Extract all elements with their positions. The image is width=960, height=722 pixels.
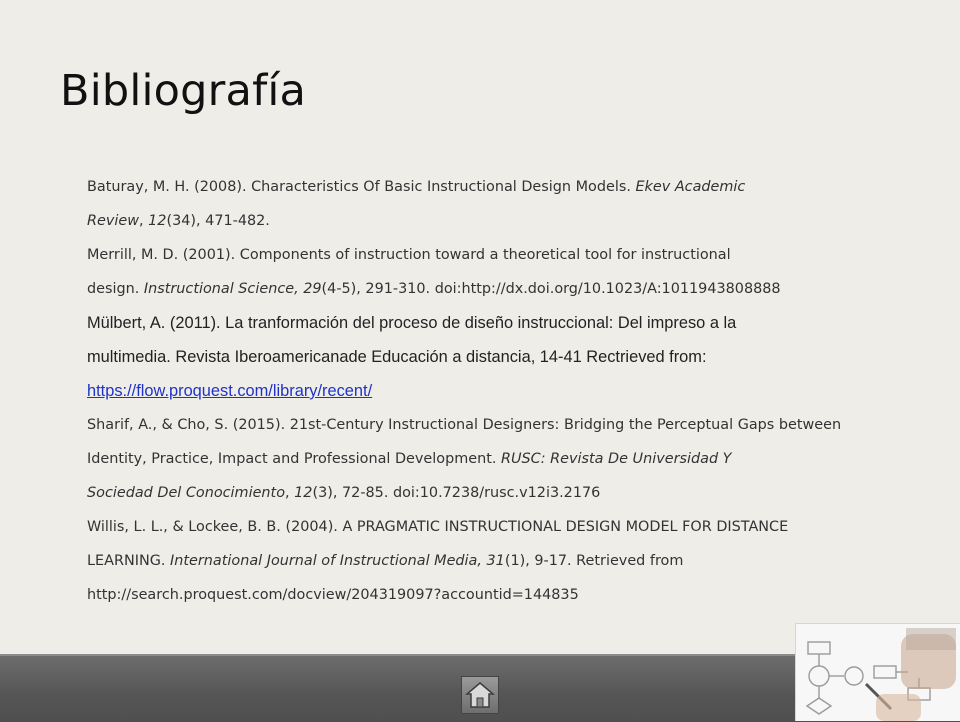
reference-line — [87, 238, 907, 272]
home-icon — [465, 680, 495, 710]
reference-text: design. — [87, 281, 144, 297]
reference-line — [87, 340, 907, 374]
proquest-link[interactable]: https://flow.proquest.com/library/recent/ — [87, 382, 373, 400]
flowchart-sketch-image — [796, 624, 960, 721]
reference-willis — [87, 510, 907, 612]
reference-text: Mülbert, A. (2011). La tranformación del proceso de diseño instruccional: Del impreso a la — [87, 314, 737, 332]
reference-baturay — [87, 170, 907, 238]
reference-line — [87, 272, 907, 306]
reference-text: , — [139, 213, 149, 229]
reference-list — [87, 170, 907, 612]
reference-line — [87, 578, 907, 612]
reference-text: Sharif, A., & Cho, S. (2015). 21st-Century Instructional Designers: Bridging the Perceptual Gaps between — [87, 417, 842, 433]
reference-line — [87, 510, 907, 544]
journal-title: Ekev Academic — [635, 179, 746, 195]
reference-text: (1), 9-17. Retrieved from — [504, 553, 684, 569]
journal-title: Sociedad Del Conocimiento — [87, 485, 285, 501]
reference-sharif — [87, 408, 907, 510]
journal-title: Instructional Science, 29 — [143, 281, 322, 297]
volume: 12 — [294, 485, 313, 501]
reference-text: (3), 72-85. doi:10.7238/rusc.v12i3.2176 — [312, 485, 601, 501]
reference-text: (4-5), 291-310. doi:http://dx.doi.org/10.1023/A:1011943808888 — [321, 281, 781, 297]
reference-line — [87, 374, 907, 408]
journal-title: Review — [87, 213, 139, 229]
reference-text: http://search.proquest.com/docview/204319097?accountid=144835 — [87, 587, 579, 603]
journal-title: International Journal of Instructional Media, 31 — [170, 553, 505, 569]
reference-line — [87, 544, 907, 578]
reference-text: Baturay, M. H. (2008). Characteristics Of Basic Instructional Design Models. — [87, 179, 636, 195]
reference-text: LEARNING. — [87, 553, 171, 569]
home-button[interactable] — [461, 676, 499, 714]
reference-line — [87, 170, 907, 204]
reference-text: Merrill, M. D. (2001). Components of instruction toward a theoretical tool for instructional — [87, 247, 731, 263]
slide-title: Bibliografía — [60, 66, 307, 116]
reference-line — [87, 476, 907, 510]
reference-text: Identity, Practice, Impact and Professional Development. — [87, 451, 502, 467]
reference-line — [87, 408, 907, 442]
reference-text: , — [285, 485, 295, 501]
reference-line — [87, 442, 907, 476]
reference-merrill — [87, 238, 907, 306]
reference-text: (34), 471-482. — [166, 213, 270, 229]
reference-text: multimedia. Revista Iberoamericanade Educación a distancia, 14-41 Rectrieved from: — [87, 348, 707, 366]
reference-mulbert — [87, 306, 907, 408]
reference-text: Willis, L. L., & Lockee, B. B. (2004). A PRAGMATIC INSTRUCTIONAL DESIGN MODEL FOR DISTANCE — [87, 519, 789, 535]
reference-line — [87, 204, 907, 238]
flowchart-image — [795, 623, 960, 721]
reference-line — [87, 306, 907, 340]
journal-title: RUSC: Revista De Universidad Y — [501, 451, 732, 467]
volume: 12 — [148, 213, 167, 229]
